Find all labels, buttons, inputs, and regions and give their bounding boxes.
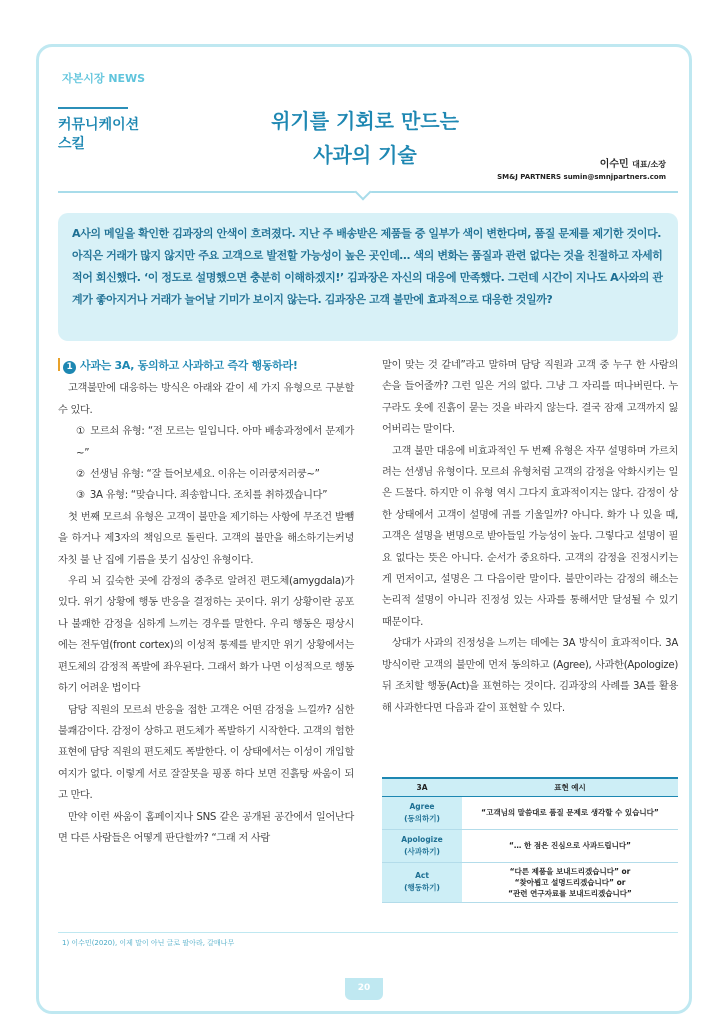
footnote: 1) 이수민(2020), 이제 말이 아닌 글로 팔아라, 갈매나무 [62,939,235,947]
term-ko: (행동하기) [404,883,440,892]
list-text: 선생님 유형: “잘 들어보세요. 이유는 이러쿵저러쿵~” [89,469,320,481]
author-name: 이수민 [599,159,629,170]
table-term-cell [382,829,462,862]
paragraph: 첫 번째 모르쇠 유형은 고객이 불만을 제기하는 사항에 무조건 발뺌을 하거나 제3자의 책임으로 돌린다. 고객의 불만을 해소하기는커녕 자칫 불 난 집에 기름을 붓기 십상인 유형이다. [58,511,354,566]
table-expression-cell [462,862,678,902]
3a-example-table [382,777,678,903]
lead-text: A사의 메일을 확인한 김과장의 안색이 흐려졌다. 지난 주 배송받은 제품들 중 일부가 색이 변한다며, 품질 문제를 제기한 것이다. 아직은 거래가 많지 않지만 주요 고객으로 발전할 가능성이 높은 곳인데… 색의 변화는 품질과 관련 없다는 것을 친절하고 자세히 적어 회신했다. ‘이 정도로 설명했으면 충분히 이해하겠지!’ 김과장은 자신의 대응에 만족했다. 그런데 시간이 지나도 A사와의 관계가 좋아지거나 거래가 늘어날 기미가 보이지 않는다. 김과장은 고객 불만에 효과적으로 대응한 것일까? [72,227,663,306]
article-title-line1: 위기를 기회로 만드는 [271,109,459,133]
paragraph: 상대가 사과의 진정성을 느끼는 데에는 3A 방식이 효과적이다. 3A 방식이란 고객의 불만에 먼저 동의하고 (Agree), 사과한(Apologize) 뒤 조치할 행동(Act)을 표현하는 것이다. 김과장의 사례를 3A를 활용해 사과한다면 다음과 같이 표현할 수 있다. [382,638,678,714]
table-expression-cell [462,796,678,829]
table-expression-cell [462,829,678,862]
term-en: Act [415,871,429,880]
table-header-example: 표현 예시 [462,778,678,796]
list-item [58,485,354,506]
section-rule [58,107,128,109]
section-name [58,116,139,154]
table-row [382,796,678,829]
subheading-text: 사과는 3A, 동의하고 사과하고 즉각 행동하라! [80,359,298,372]
paragraph: 담당 직원의 모르쇠 반응을 접한 고객은 어떤 감정을 느낄까? 심한 불쾌감이다. 감정이 상하고 편도체가 폭발하기 시작한다. 고객의 험한 표현에 담당 직원의 편도체도 폭발한다. 이 상태에서는 이성이 개입할 여지가 없다. 이렇게 서로 잘잘못을 핑퐁 하다 보면 진흙탕 싸움이 되고 만다. [58,704,354,802]
author-company-email: SM&J PARTNERS sumin@smnjpartners.com [497,173,666,181]
paragraph: 우리 뇌 깊숙한 곳에 감정의 중추로 알려진 편도체(amygdala)가 있다. 위기 상황에 행동 반응을 결정하는 곳이다. 위기 상황이란 공포나 불쾌한 감정을 심하게 느끼는 경우를 말한다. 우리 행동은 평상시에는 전두엽(front cortex)의 이성적 통제를 받지만 위기 상황에서는 편도체의 감정적 폭발에 좌우된다. 그래서 화가 나면 이성적으로 행동하기 어려운 법이다 [58,576,354,695]
table-term-cell [382,796,462,829]
paragraph: 고객 불만 대응에 비효과적인 두 번째 유형은 자꾸 설명하며 가르치려는 선생님 유형이다. 모르쇠 유형처럼 고객의 감정을 악화시키는 일은 드물다. 하지만 이 유형 역시 그다지 효과적이지는 않다. 감정이 상한 상태에서 고객이 설명에 귀를 기울일까? 아니다. 화가 나 있을 때, 고객은 설명을 변명으로 받아들일 가능성이 높다. 그렇다고 설명이 필요 없다는 뜻은 아니다. 순서가 중요하다. 고객의 감정을 진정시키는 게 먼저이고, 설명은 그 다음이란 말이다. 불만이라는 감정의 해소는 논리적 설명이 아니라 진정성 있는 사과를 통해서만 달성될 수 있기 때문이다. [382,445,678,628]
list-item [58,421,354,464]
paragraph: 만약 이런 싸움이 홈페이지나 SNS 같은 공개된 공간에서 일어난다면 다른 사람들은 어떻게 판단할까? “그래 저 사람 [58,811,354,844]
term-ko: (동의하기) [404,813,440,823]
expression-line: “다른 제품을 보내드리겠습니다” or [509,866,631,876]
table-header-row [382,778,678,796]
subheading-bar [58,358,60,371]
lead-box [58,213,678,341]
right-column [382,355,678,719]
term-en: Agree [409,801,435,811]
list-number: ② [76,469,85,481]
page-number: 20 [345,978,383,1000]
table-header-3a: 3A [382,778,462,796]
expression-line: “고객님의 말씀대로 품질 문제로 생각할 수 있습니다” [481,808,659,817]
author-role: 대표/소장 [632,160,666,169]
section-name-line2: 스킬 [58,136,86,152]
table-term-cell [382,862,462,902]
list-text: 모르쇠 유형: “전 모르는 일입니다. 아마 배송과정에서 문제가~” [76,426,354,459]
paragraph: 고객불만에 대응하는 방식은 아래와 같이 세 가지 유형으로 구분할 수 있다. [58,383,354,416]
table-row [382,829,678,862]
list-number: ③ [76,490,85,502]
table-row [382,862,678,902]
paragraph: 말이 맞는 것 같네”라고 말하며 담당 직원과 고객 중 누구 한 사람의 손을 들어줄까? 그런 일은 거의 없다. 그냥 그 자리를 떠나버린다. 누구라도 옷에 진흙이 묻는 것을 바라지 않는다. 결국 잠재 고객까지 잃어버리는 말이다. [382,360,678,436]
subheading-number-badge: 1 [63,361,76,374]
subheading [58,355,354,376]
article-title [240,104,490,172]
article-title-line2: 사과의 기술 [313,143,417,167]
expression-line: “관련 연구자료를 보내드리겠습니다” [508,888,632,898]
term-ko: (사과하기) [404,846,440,856]
left-column [58,355,354,849]
running-head: 자본시장 NEWS [62,72,146,85]
term-en: Apologize [401,834,443,844]
expression-line: “… 한 점은 진심으로 사과드립니다” [509,841,631,850]
author-byline [600,155,666,170]
expression-line: “찾아뵙고 설명드리겠습니다” or [514,877,626,887]
list-text: 3A 유형: “맞습니다. 죄송합니다. 조치를 취하겠습니다” [89,490,328,502]
section-name-line1: 커뮤니케이션 [58,117,140,133]
list-number: ① [76,426,86,438]
footnote-rule [58,932,678,933]
list-item [58,464,354,485]
